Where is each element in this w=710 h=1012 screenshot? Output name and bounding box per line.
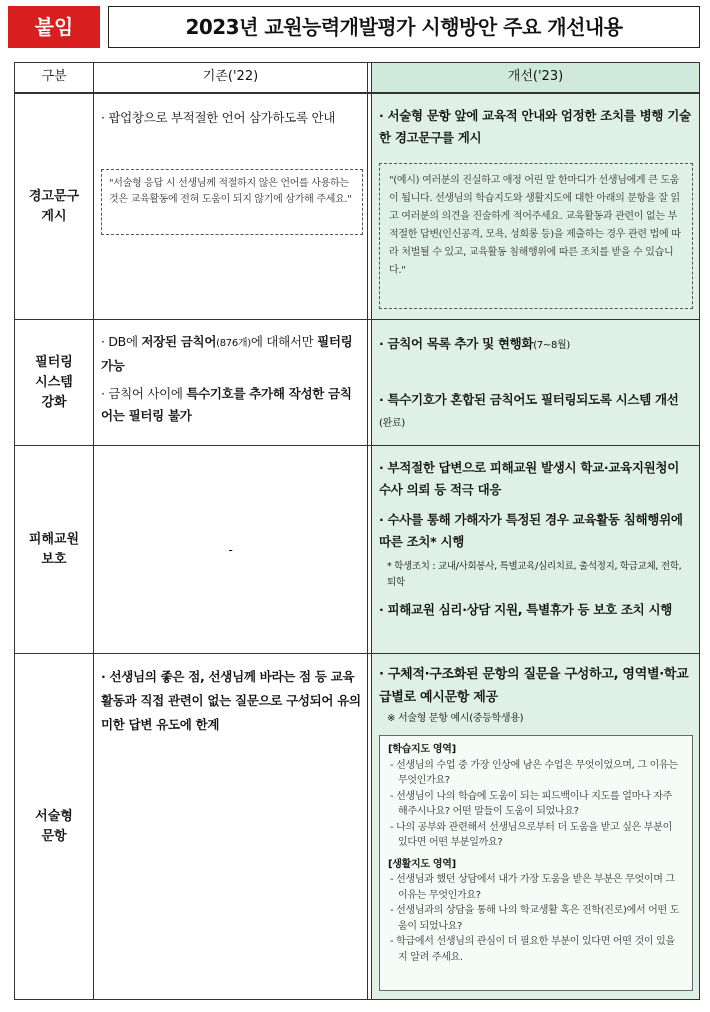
before-bullet: · 선생님의 좋은 점, 선생님께 바라는 점 등 교육활동과 직접 관련이 없는 질문으로 구성되어 유의미한 답변 유도에 한계: [101, 669, 361, 732]
row-label-filtering: 필터링 시스템 강화: [35, 354, 73, 410]
column-header-after: 개선('23): [507, 69, 564, 84]
after-bullet: · 부적절한 답변으로 피해교원 발생시 학교·교육지원청이 수사 의뢰 등 적극 대응: [379, 460, 679, 497]
list-item: - 학급에서 선생님의 관심이 더 필요한 부분이 있다면 어떤 것이 있을지 알려 주세요.: [390, 936, 675, 963]
list-item: - 선생님과 했던 상담에서 내가 가장 도움을 받은 부분은 무엇이며 그 이유는 무엇인가요?: [390, 874, 675, 901]
divider: [15, 653, 699, 654]
footnote: * 학생조치 : 교내/사회봉사, 특별교육/심리치료, 출석정지, 학급교체, 전학, 퇴학: [387, 561, 682, 588]
before-quote: "서술형 응답 시 선생님께 적절하지 않은 언어를 사용하는 것은 교육활동에 전혀 도움이 되지 않기에 삼가해 주세요.": [101, 169, 363, 235]
after-bullet: · 금칙어 목록 추가 및 현행화(7~8월): [379, 336, 571, 351]
section-heading: [생활지도 영역]: [388, 858, 456, 870]
column-header-before: 기존('22): [202, 69, 259, 84]
list-item: - 선생님의 수업 중 가장 인상에 남은 수업은 무엇이었으며, 그 이유는 무엇인가요?: [390, 759, 678, 786]
list-item: - 선생님이 나의 학습에 도움이 되는 피드백이나 지도를 얼마나 자주 해주시나요? 어떤 말들이 도움이 되었나요?: [390, 790, 672, 817]
row-label-essay: 서술형 문항: [35, 808, 73, 844]
document-header: [8, 6, 700, 48]
after-bullet: · 구체적·구조화된 문항의 질문을 구성하고, 영역별·학교급별로 예시문항 제공: [379, 667, 689, 705]
row-label-warning: 경고문구 게시: [28, 188, 80, 224]
page-title: 2023년 교원능력개발평가 시행방안 주요 개선내용: [108, 6, 700, 48]
before-bullet: · DB에 저장된 금칙어(876개)에 대해서만 필터링 가능: [101, 334, 353, 373]
row-label-protection: 피해교원 보호: [28, 531, 80, 567]
after-bullet: · 서술형 문항 앞에 교육적 안내와 엄정한 조치를 병행 기술한 경고문구를 게시: [379, 108, 691, 145]
divider: [371, 63, 372, 999]
list-item: - 나의 공부와 관련해서 선생님으로부터 더 도움을 받고 싶은 부분이 있다면 어떤 부분일까요?: [390, 821, 672, 848]
list-item: - 선생님과의 상담을 통해 나의 학교생활 혹은 진학(진로)에서 어떤 도움이 되었나요?: [390, 905, 680, 932]
section-heading: [학습지도 영역]: [388, 744, 456, 755]
attachment-tag: 붙임: [8, 6, 100, 48]
after-bullet: · 피해교원 심리·상담 지원, 특별휴가 등 보호 조치 시행: [379, 602, 673, 617]
after-quote: "(예시) 여러분의 진실하고 애정 어린 말 한마디가 선생님에게 큰 도움이 됩니다. 선생님의 학습지도와 생활지도에 대한 아래의 문항을 잘 읽고 여러분의 의견을 진술하게 적어주세요. 교육활동과 관련이 없는 부적절한 답변(인신공격, 모욕, 성희롱 등)을 제출하는 경우 관련 법에 따라 처벌될 수 있고, 교육활동 침해행위에 따른 조치를 받을 수 있습니다.": [379, 163, 693, 309]
divider: [15, 445, 699, 446]
example-note: ※ 서술형 문항 예시(중등학생용): [387, 713, 524, 724]
divider: [367, 63, 368, 999]
comparison-table: [14, 62, 700, 1000]
before-empty-dash: -: [228, 542, 233, 557]
divider: [15, 319, 699, 320]
before-bullet: · 팝업창으로 부적절한 언어 삼가하도록 안내: [101, 110, 335, 125]
example-questions-box: [379, 735, 693, 991]
divider: [93, 63, 94, 999]
after-bullet: · 수사를 통해 가해자가 특정된 경우 교육활동 침해행위에 따른 조치* 시행: [379, 512, 683, 549]
column-header-category: 구분: [41, 69, 67, 84]
after-bullet: · 특수기호가 혼합된 금칙어도 필터링되도록 시스템 개선(완료): [379, 392, 679, 429]
before-bullet: · 금칙어 사이에 특수기호를 추가해 작성한 금칙어는 필터링 불가: [101, 386, 352, 423]
